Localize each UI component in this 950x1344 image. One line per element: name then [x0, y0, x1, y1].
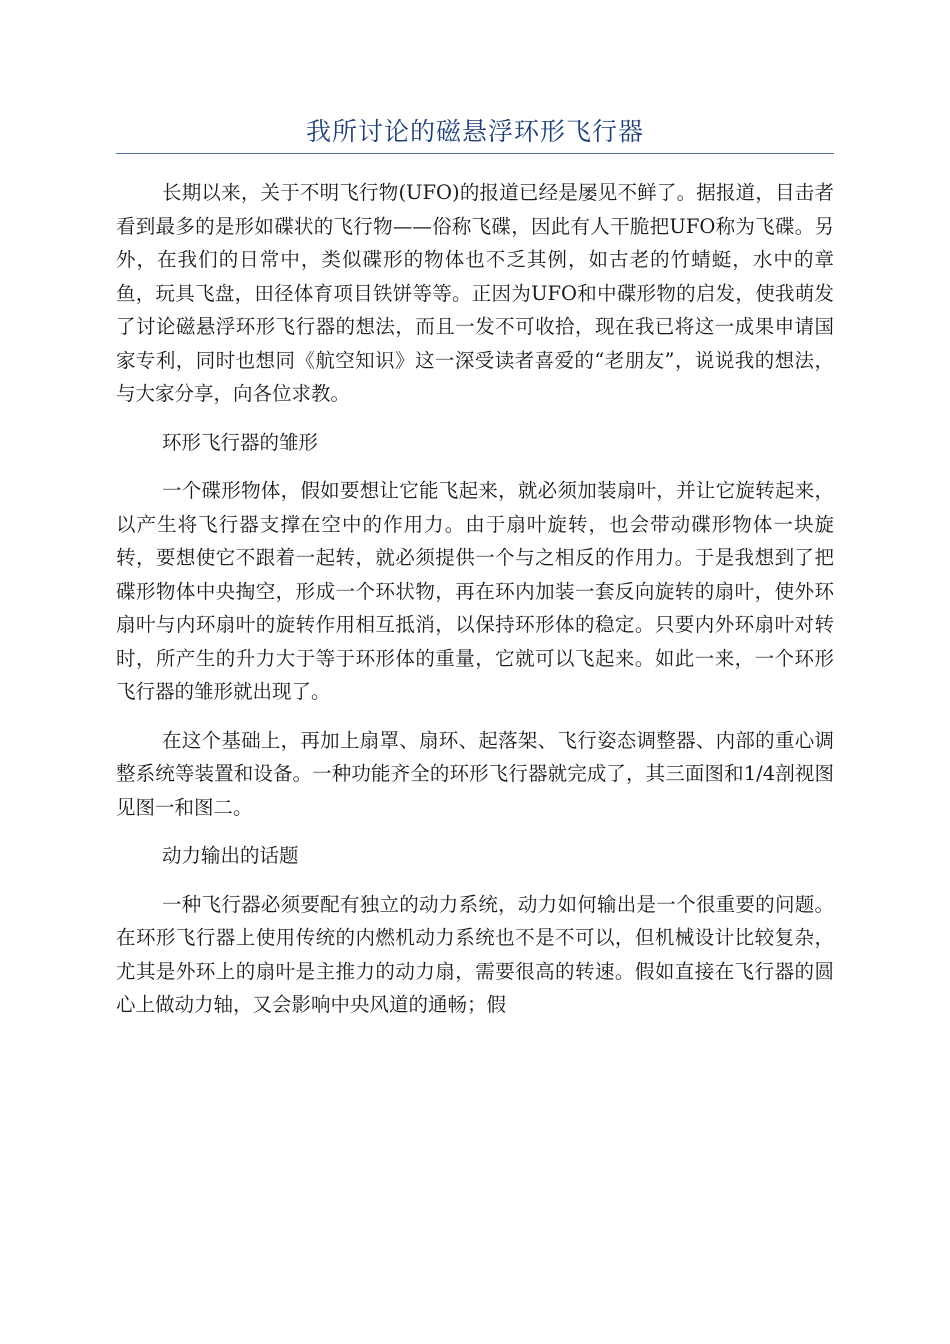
section-heading-power: 动力输出的话题	[162, 844, 299, 867]
document-title: 我所讨论的磁悬浮环形飞行器	[305, 117, 644, 146]
paragraph-power: 一种飞行器必须要配有独立的动力系统，动力如何输出是一个很重要的问题。在环形飞行器上使用传统的内燃机动力系统也不是不可以，但机械设计比较复杂，尤其是外环上的扇叶是主推力的动力扇，需要很高的转速。假如直接在飞行器的圆心上做动力轴，又会影响中央风道的通畅；假	[116, 892, 834, 1016]
paragraph-components: 在这个基础上，再加上扇罩、扇环、起落架、飞行姿态调整器、内部的重心调整系统等装置和设备。一种功能齐全的环形飞行器就完成了，其三面图和1/4剖视图见图一和图二。	[116, 728, 834, 819]
section-heading-prototype: 环形飞行器的雏形	[162, 430, 319, 454]
paragraph-prototype: 一个碟形物体，假如要想让它能飞起来，就必须加装扇叶，并让它旋转起来，以产生将飞行器支撑在空中的作用力。由于扇叶旋转，也会带动碟形物体一块旋转，要想使它不跟着一起转，就必须提供一个与之相反的作用力。于是我想到了把碟形物体中央掏空，形成一个环状物，再在环内加装一套反向旋转的扇叶，使外环扇叶与内环扇叶的旋转作用相互抵消，以保持环形体的稳定。只要内外环扇叶对转时，所产生的升力大于等于环形体的重量，它就可以飞起来。如此一来，一个环形飞行器的雏形就出现了。	[116, 479, 834, 703]
document-body	[116, 176, 834, 1022]
title-underline	[116, 153, 834, 154]
paragraph-intro: 长期以来，关于不明飞行物(UFO)的报道已经是屡见不鲜了。据报道，目击者看到最多的是形如碟状的飞行物——俗称飞碟，因此有人干脆把UFO称为飞碟。另外，在我们的日常中，类似碟形的物体也不乏其例，如古老的竹蜻蜓，水中的章鱼，玩具飞盘，田径体育项目铁饼等等。正因为UFO和中碟形物的启发，使我萌发了讨论磁悬浮环形飞行器的想法，而且一发不可收拾，现在我已将这一成果申请国家专利，同时也想同《航空知识》这一深受读者喜爱的“老朋友”，说说我的想法，与大家分享，向各位求教。	[116, 181, 834, 405]
